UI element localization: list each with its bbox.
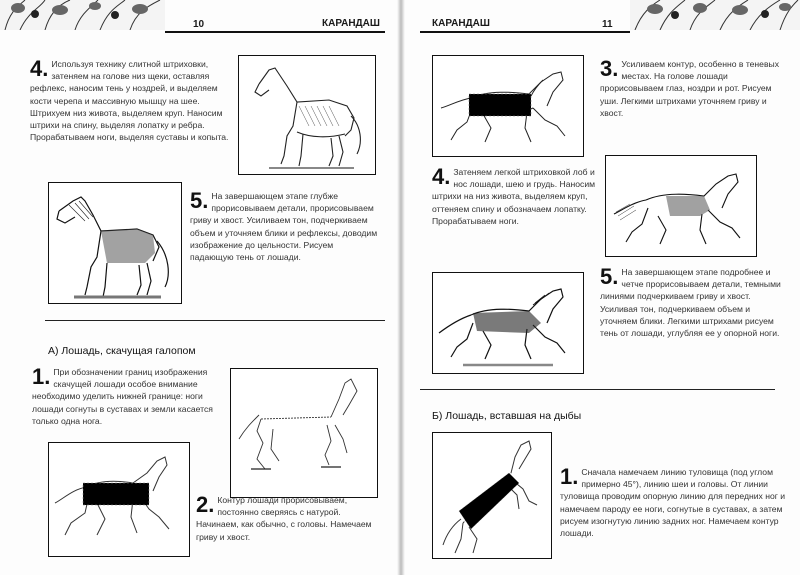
step-number: 3.	[600, 56, 619, 81]
right-section-divider	[420, 389, 775, 390]
step-text: Усиливаем контур, особенно в теневых местах. На голове лошади прорисовываем глаз, ноздри и рот. Рисуем уши. Легкими штрихами уточняем гриву и хвост.	[600, 59, 780, 118]
step-number: 2.	[196, 492, 215, 517]
left-step-5-horse-illustration	[48, 182, 182, 304]
left-step-5	[190, 190, 378, 263]
step-text: При обозначении границ изображения скачущей лошади особое внимание необходимо уделить нижней границе: ноги лошади согнуты в суставах и земли касается только одна нога.	[32, 367, 213, 426]
left-header-decoration	[0, 0, 165, 30]
left-section-divider	[45, 320, 385, 321]
gallop-step-1	[32, 366, 224, 427]
right-section-title: Б) Лошадь, вставшая на дыбы	[432, 410, 582, 422]
book-gutter	[397, 0, 405, 575]
step-number: 1.	[560, 464, 579, 489]
step-number: 5.	[600, 264, 619, 289]
left-running-title: КАРАНДАШ	[322, 18, 380, 29]
step-text: На завершающем этапе глубже прорисовываем детали, прорисовываем гриву и хвост. Усиливаем тон, подчеркиваем объем и уточняем блики и рефлексы, доводим изображение до цельности. Рисуем падающую тень от лошади.	[190, 191, 378, 263]
right-page-number: 11	[602, 19, 613, 30]
left-step-4	[30, 58, 235, 143]
step-number: 4.	[432, 164, 451, 189]
right-step-3-gallop-illustration	[432, 55, 584, 157]
right-step-4-gallop-illustration	[605, 155, 757, 257]
left-section-title: А) Лошадь, скачущая галопом	[48, 345, 196, 357]
step-text: Контур лошади прорисовываем, постоянно сверяясь с натурой. Начинаем, как обычно, с головы. Намечаем гриву и хвост.	[196, 495, 372, 542]
right-header-decoration	[630, 0, 800, 30]
step-number: 1.	[32, 364, 51, 389]
right-step-5-gallop-illustration	[432, 272, 584, 374]
right-step-3	[600, 58, 785, 119]
step-number: 4.	[30, 56, 49, 81]
right-running-title: КАРАНДАШ	[432, 18, 490, 29]
gallop-step-1-sketch	[230, 368, 378, 498]
gallop-step-2	[196, 494, 384, 543]
rearing-step-1	[560, 466, 786, 539]
gallop-step-2-sketch	[48, 442, 190, 557]
left-step-4-horse-illustration	[238, 55, 376, 175]
left-page-number: 10	[193, 19, 205, 30]
rearing-step-1-sketch	[432, 432, 552, 559]
right-step-5	[600, 266, 786, 339]
step-text: Затеняем легкой штриховкой лоб и нос лошади, шею и грудь. Наносим штрихи на низ живота, выделяем круп, оттеняем спину и обозначаем лопатку. Прорабатываем ноги.	[432, 167, 596, 226]
step-text: На завершающем этапе подробнее и четче прорисовываем детали, темными линиями подчеркиваем гриву и хвост. Усиливая тон, подчеркиваем объем и уточняем блики. Легкими штрихами рисуем тень от лошади, углубляя ее у опорной ноги.	[600, 267, 781, 339]
step-text: Сначала намечаем линию туловища (под углом примерно 45°), линию шеи и головы. От линии туловища проводим опорную линию для передних ног и намечаем пароду ее ноги, согнутые в суставах, а затем рисуем изогнутую линию задних ног. Намечаем контур лошади.	[560, 467, 786, 539]
step-number: 5.	[190, 188, 209, 213]
step-text: Используя технику слитной штриховки, затеняем на голове низ щеки, оставляя рефлекс, наносим тень у ноздрей, и выделяем кости черепа и массивную мышцу на шее. Штрихуем низ живота, выделяем круп. Наносим штрихи на спину, выделяя лопатку и ребра. Прорабатываем ноги, выделяя суставы и копыта.	[30, 59, 229, 143]
right-step-4	[432, 166, 598, 227]
